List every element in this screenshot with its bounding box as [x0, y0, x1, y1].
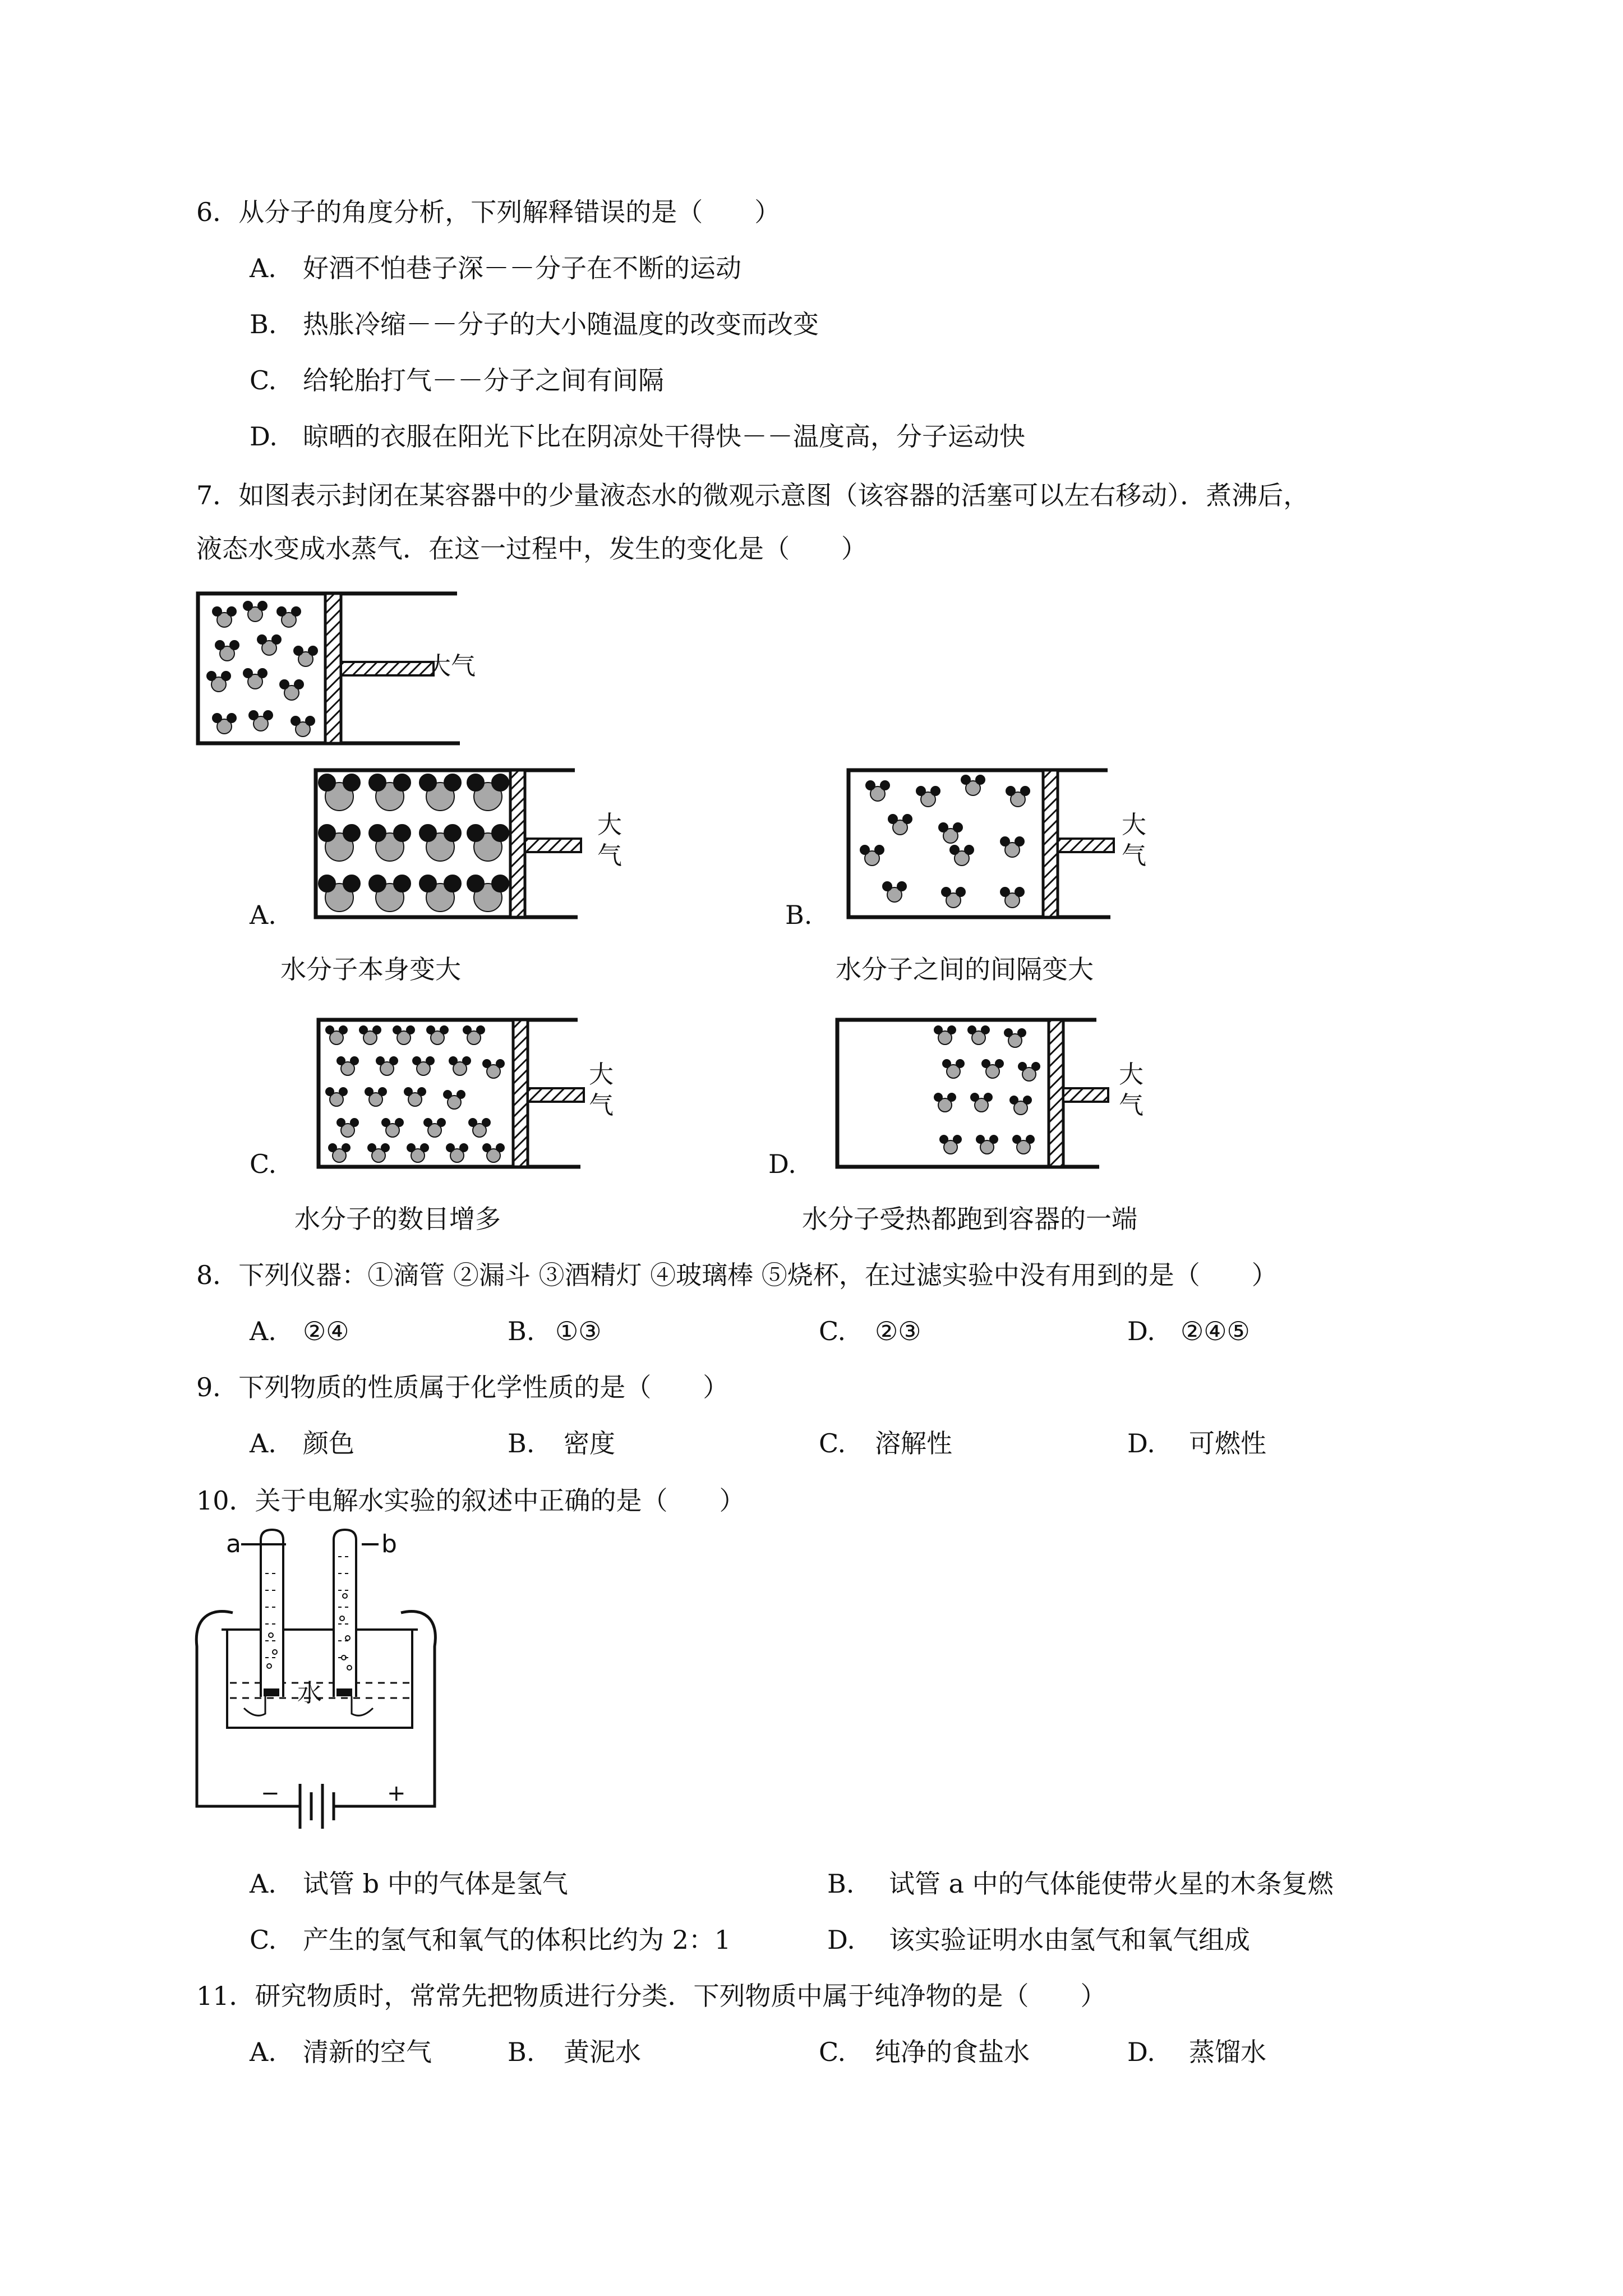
- q10-label-plus: +: [387, 1780, 406, 1806]
- q9-stem: 9．下列物质的性质属于化学性质的是（ ）: [196, 1372, 729, 1402]
- q7-option-b-atmosphere-char2: 气: [1122, 841, 1146, 870]
- q6-option-d-letter[interactable]: D.: [250, 421, 278, 452]
- q7-stem-line1: 7．如图表示封闭在某容器中的少量液态水的微观示意图（该容器的活塞可以左右移动）．煮沸后，: [196, 480, 1310, 510]
- q10-label-a: a: [226, 1530, 241, 1558]
- q10-option-b-letter[interactable]: B.: [827, 1869, 855, 1899]
- q11-option-c-letter[interactable]: C.: [819, 2037, 846, 2067]
- q9-option-a-letter[interactable]: A.: [250, 1428, 276, 1458]
- q11-option-c-text[interactable]: 纯净的食盐水: [875, 2037, 1030, 2067]
- q7-option-b-atmosphere-char1: 大: [1122, 811, 1146, 839]
- q10-option-d-letter[interactable]: D.: [827, 1925, 855, 1955]
- q10-stem: 10．关于电解水实验的叙述中正确的是（ ）: [196, 1485, 745, 1516]
- q10-option-c-letter[interactable]: C.: [250, 1925, 277, 1955]
- q11-option-b-text[interactable]: 黄泥水: [564, 2037, 641, 2067]
- q7-stem-line2: 液态水变成水蒸气．在这一过程中，发生的变化是（ ）: [196, 533, 867, 564]
- q11-option-d-letter[interactable]: D.: [1127, 2037, 1155, 2067]
- q7-option-a-atmosphere-char1: 大: [597, 811, 622, 839]
- q8-option-b-letter[interactable]: B.: [508, 1316, 535, 1346]
- q9-option-b-text[interactable]: 密度: [564, 1428, 615, 1458]
- q6-stem: 6．从分子的角度分析，下列解释错误的是（ ）: [196, 197, 781, 227]
- q9-option-d-letter[interactable]: D.: [1127, 1428, 1155, 1458]
- q8-option-c-letter[interactable]: C.: [819, 1316, 846, 1346]
- q7-option-a-atmosphere-char2: 气: [597, 841, 622, 870]
- q10-option-a-letter[interactable]: A.: [250, 1869, 276, 1899]
- q6-option-a-letter[interactable]: A.: [250, 253, 276, 283]
- q9-option-a-text[interactable]: 颜色: [303, 1428, 354, 1458]
- q10-label-minus: −: [261, 1780, 280, 1806]
- q11-stem: 11．研究物质时，常常先把物质进行分类．下列物质中属于纯净物的是（ ）: [196, 1981, 1106, 2011]
- q7-option-d-caption: 水分子受热都跑到容器的一端: [802, 1204, 1137, 1234]
- battery-icon: [300, 1784, 334, 1829]
- q6-option-a-text[interactable]: 好酒不怕巷子深－－分子在不断的运动: [303, 253, 741, 283]
- q10-option-b-text[interactable]: 试管 a 中的气体能使带火星的木条复燃: [889, 1869, 1334, 1899]
- q10-option-c-text[interactable]: 产生的氢气和氧气的体积比约为 2：1: [303, 1925, 731, 1955]
- q8-option-c-text[interactable]: ②③: [875, 1316, 921, 1346]
- q10-option-d-text[interactable]: 该实验证明水由氢气和氧气组成: [889, 1925, 1250, 1955]
- q6-option-c-letter[interactable]: C.: [250, 365, 277, 395]
- q7-option-c-caption: 水分子的数目增多: [294, 1204, 501, 1234]
- q9-option-c-text[interactable]: 溶解性: [875, 1428, 952, 1458]
- q8-option-d-letter[interactable]: D.: [1127, 1316, 1155, 1346]
- q7-option-d-diagram[interactable]: [833, 1015, 1169, 1184]
- q10-electrolysis-apparatus-diagram: [193, 1523, 457, 1848]
- q7-option-a-diagram[interactable]: [311, 766, 648, 934]
- q9-option-d-text[interactable]: 可燃性: [1189, 1428, 1266, 1458]
- q9-option-c-letter[interactable]: C.: [819, 1428, 846, 1458]
- q11-option-a-text[interactable]: 清新的空气: [303, 2037, 432, 2067]
- q7-option-b-letter[interactable]: B.: [785, 900, 813, 930]
- q8-option-d-text[interactable]: ②④⑤: [1181, 1316, 1250, 1346]
- q9-option-b-letter[interactable]: B.: [508, 1428, 535, 1458]
- q7-option-c-letter[interactable]: C.: [250, 1149, 277, 1179]
- q10-option-a-text[interactable]: 试管 b 中的气体是氢气: [303, 1869, 568, 1899]
- q8-option-a-text[interactable]: ②④: [303, 1316, 349, 1346]
- q11-option-b-letter[interactable]: B.: [508, 2037, 535, 2067]
- q7-option-c-atmosphere-char2: 气: [589, 1091, 614, 1120]
- q7-option-d-atmosphere-char2: 气: [1119, 1091, 1144, 1120]
- q6-option-d-text[interactable]: 晾晒的衣服在阳光下比在阴凉处干得快－－温度高，分子运动快: [303, 421, 1025, 452]
- q7-option-c-diagram[interactable]: [314, 1015, 651, 1184]
- q10-label-water: 水: [297, 1679, 322, 1708]
- q7-option-a-letter[interactable]: A.: [250, 900, 276, 930]
- q10-label-b: b: [381, 1530, 397, 1558]
- q7-initial-container-diagram: [193, 589, 508, 752]
- q7-option-c-atmosphere-char1: 大: [589, 1060, 614, 1089]
- q7-option-a-caption: 水分子本身变大: [280, 954, 461, 984]
- q11-option-a-letter[interactable]: A.: [250, 2037, 276, 2067]
- q11-option-d-text[interactable]: 蒸馏水: [1189, 2037, 1266, 2067]
- q7-option-b-caption: 水分子之间的间隔变大: [836, 954, 1094, 984]
- q7-initial-atmosphere-label: 大气: [426, 652, 476, 680]
- q6-option-b-text[interactable]: 热胀冷缩－－分子的大小随温度的改变而改变: [303, 309, 819, 339]
- q7-option-d-atmosphere-char1: 大: [1119, 1060, 1144, 1089]
- q8-stem: 8．下列仪器：①滴管 ②漏斗 ③酒精灯 ④玻璃棒 ⑤烧杯，在过滤实验中没有用到的是（ ）: [196, 1260, 1278, 1290]
- q7-option-d-letter[interactable]: D.: [768, 1149, 796, 1179]
- q6-option-b-letter[interactable]: B.: [250, 309, 277, 339]
- q7-option-b-diagram[interactable]: [844, 766, 1181, 934]
- water-molecule-icon: [207, 601, 317, 737]
- q6-option-c-text[interactable]: 给轮胎打气－－分子之间有间隔: [303, 365, 664, 395]
- q8-option-b-text[interactable]: ①③: [555, 1316, 602, 1346]
- q8-option-a-letter[interactable]: A.: [250, 1316, 276, 1346]
